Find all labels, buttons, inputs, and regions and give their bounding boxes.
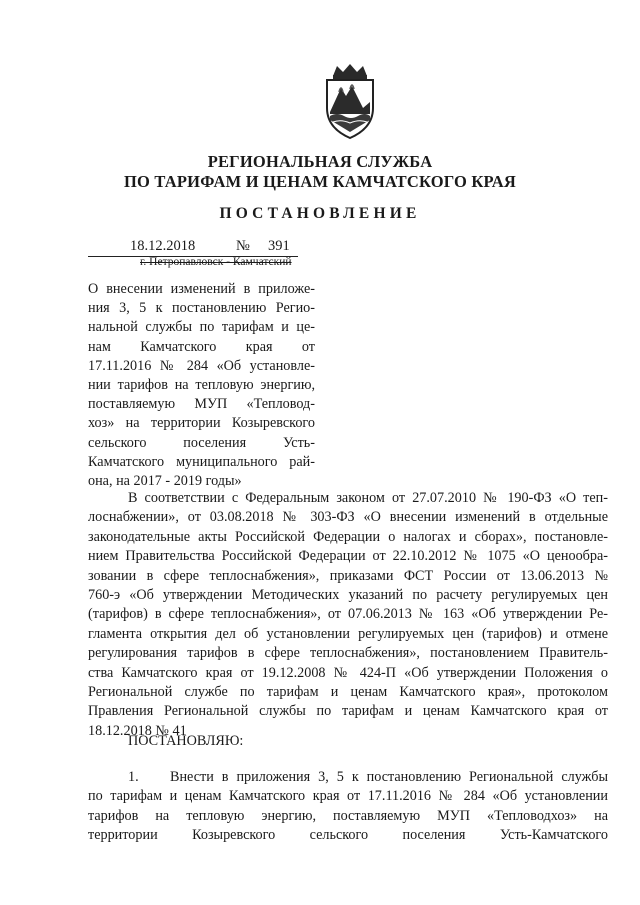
subject-line: нальной службы по тарифам и це- bbox=[88, 319, 315, 336]
subject-line: ния 3, 5 к постановлению Регио- bbox=[88, 300, 315, 317]
subject-line: Камчатского муниципального рай- bbox=[88, 453, 315, 470]
subject-line: сельского поселения Усть- bbox=[88, 434, 315, 451]
preamble-line: зовании в сфере теплоснабжения», приказами ФСТ России от 13.06.2013 № bbox=[88, 567, 608, 584]
preamble-line: лоснабжении», от 03.08.2018 № 303-ФЗ «О внесении изменений в отдельные bbox=[88, 509, 608, 526]
subject-line: хоз» на территории Козыревского bbox=[88, 415, 315, 432]
subject-line: нам Камчатского края от bbox=[88, 338, 315, 355]
document-number: 391 bbox=[268, 238, 290, 254]
item-1-first-line bbox=[88, 768, 608, 787]
org-name-line2: ПО ТАРИФАМ И ЦЕНАМ КАМЧАТСКОГО КРАЯ bbox=[124, 172, 516, 191]
preamble-line: Региональной службе по тарифам и ценам Камчатского края», протоколом bbox=[88, 684, 608, 701]
preamble-line: (тарифов) в сфере теплоснабжения», от 07.06.2013 № 163 «Об утверждении Ре- bbox=[88, 606, 608, 623]
number-sign: № bbox=[236, 238, 250, 254]
item-1-line: тарифов на тепловую энергию, поставляемую МУП «Тепловодхоз» на bbox=[88, 807, 608, 824]
preamble-line: гламента открытия дел об установлении регулируемых цен (тарифов) и отмене bbox=[88, 625, 608, 642]
item-1-paragraph bbox=[88, 768, 608, 846]
subject-line: она, на 2017 - 2019 годы» bbox=[88, 473, 242, 490]
preamble-line: 760-э «Об утверждении Методических указаний по расчету регулируемых цен bbox=[88, 587, 608, 604]
preamble-line: ства Камчатского края от 19.12.2008 № 424-П «Об утверждении Положения о bbox=[88, 664, 608, 681]
date-number-line bbox=[88, 238, 298, 257]
org-name-line1: РЕГИОНАЛЬНАЯ СЛУЖБА bbox=[207, 152, 433, 171]
preamble-line: Правления Региональной службы по тарифам и ценам Камчатского края от bbox=[88, 703, 608, 720]
item-1-line: по тарифам и ценам Камчатского края от 17.11.2016 № 284 «Об установлении bbox=[88, 788, 608, 805]
document-date: 18.12.2018 bbox=[130, 238, 196, 254]
coat-of-arms-icon bbox=[319, 62, 381, 140]
subject-line: нии тарифов на тепловую энергию, bbox=[88, 377, 315, 394]
document-type-title: ПОСТАНОВЛЕНИЕ bbox=[219, 205, 421, 222]
preamble-line: В соответствии с Федеральным законом от 27.07.2010 № 190-ФЗ «О теп- bbox=[128, 490, 608, 506]
preamble-line: регулирования тарифов в сфере теплоснабжения», постановлением Правитель- bbox=[88, 645, 608, 662]
item-1-text: Внести в приложения 3, 5 к постановлению Региональной службы bbox=[170, 769, 608, 785]
preamble-line: нием Правительства Российской Федерации от 22.10.2012 № 1075 «О ценообра- bbox=[88, 548, 608, 565]
subject-line: 17.11.2016 № 284 «Об установле- bbox=[88, 357, 315, 374]
item-1-line: территории Козыревского сельского поселения Усть-Камчатского bbox=[88, 827, 608, 844]
preamble-paragraph bbox=[88, 489, 608, 741]
subject-line: поставляемую МУП «Тепловод- bbox=[88, 396, 315, 413]
item-number: 1. bbox=[128, 769, 139, 785]
city-label: г. Петропавловск - Камчатский bbox=[140, 256, 292, 268]
preamble-line: законодательные акты Российской Федерации о налогах и сборах», постановле- bbox=[88, 528, 608, 545]
decree-heading: ПОСТАНОВЛЯЮ: bbox=[128, 733, 244, 749]
document-subject bbox=[88, 280, 315, 491]
preamble-line: 18.12.2018 № 41 bbox=[88, 722, 187, 739]
subject-line: О внесении изменений в приложе- bbox=[88, 281, 315, 297]
